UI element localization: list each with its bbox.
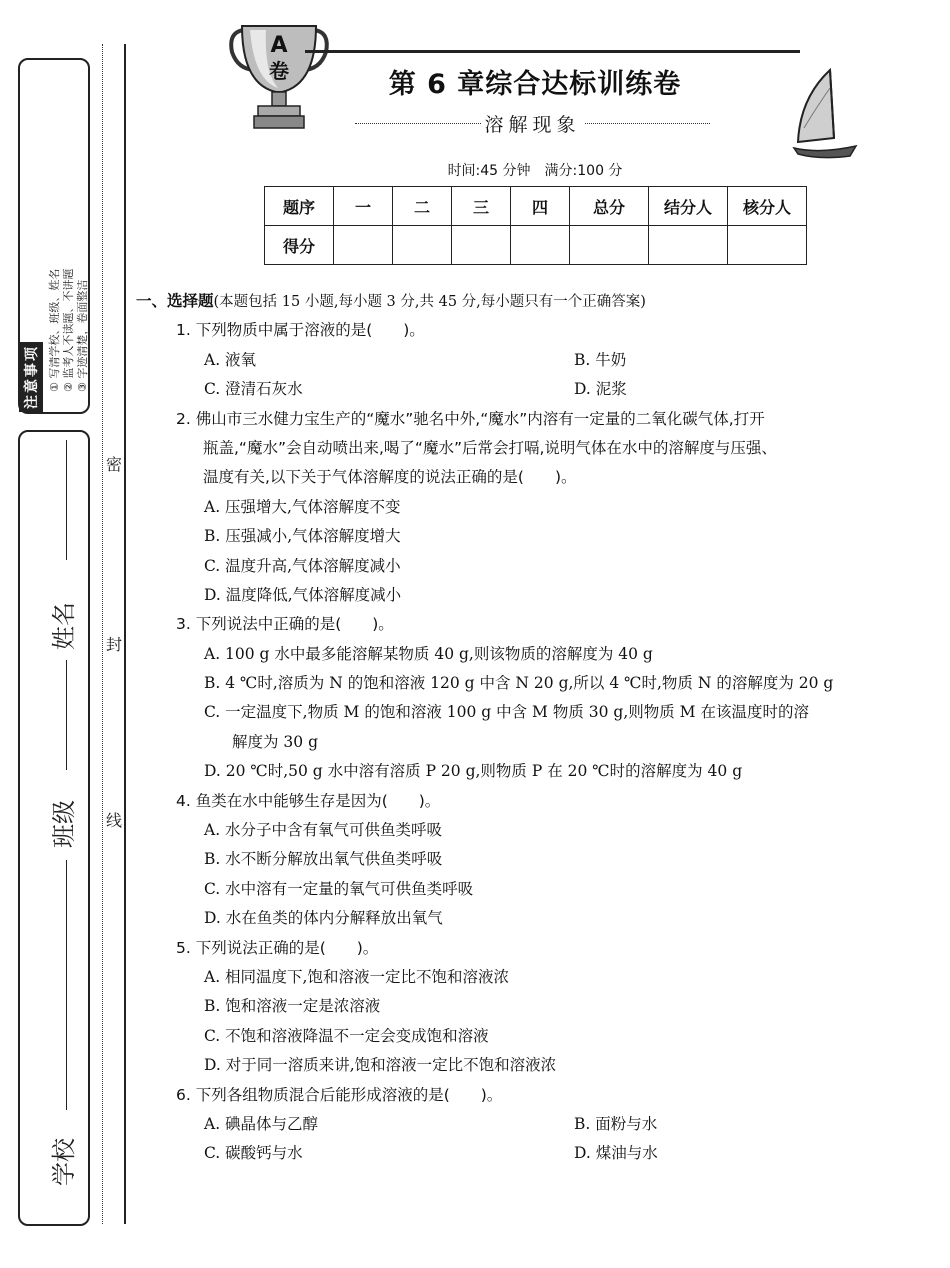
option-a[interactable]: A. 压强增大,气体溶解度不变 [204, 497, 401, 516]
header-rule [305, 50, 800, 53]
option-c[interactable]: C. 一定温度下,物质 M 的饱和溶液 100 g 中含 M 物质 30 g,则物质 M 在该温度时的溶 [204, 703, 809, 722]
score-cell[interactable] [393, 226, 452, 265]
score-header-row [265, 187, 807, 226]
school-label: 学校 [50, 1138, 78, 1186]
exam-content [136, 287, 936, 1169]
note-line-1: ① 写清学校、班级、姓名 [48, 268, 61, 392]
option-d[interactable]: D. 煤油与水 [574, 1144, 658, 1163]
option-b[interactable]: B. 牛奶 [574, 350, 627, 369]
option-c[interactable]: C. 碳酸钙与水 [204, 1144, 303, 1163]
option-b[interactable]: B. 面粉与水 [574, 1114, 658, 1133]
page-title: 第 6 章综合达标训练卷 [388, 69, 682, 100]
option-d[interactable]: D. 温度降低,气体溶解度减小 [204, 585, 402, 604]
question-6-stem: 6. 下列各组物质混合后能形成溶液的是( )。 [176, 1085, 503, 1104]
score-table [264, 186, 807, 265]
score-value-row [265, 226, 807, 265]
section-heading [136, 287, 936, 316]
cut-line [102, 44, 103, 1224]
option-a[interactable]: A. 相同温度下,饱和溶液一定比不饱和溶液浓 [204, 967, 509, 986]
score-row-label: 得分 [265, 226, 334, 265]
question-2-stem-line2: 瓶盖,“魔水”会自动喷出来,喝了“魔水”后常会打嗝,说明气体在水中的溶解度与压强、 [203, 438, 777, 457]
option-a[interactable]: A. 液氧 [204, 350, 257, 369]
option-d[interactable]: D. 水在鱼类的体内分解释放出氧气 [204, 909, 443, 928]
seal-char-mi: 密 [106, 455, 123, 474]
section-label: 一、选择题 [136, 292, 214, 310]
option-c[interactable]: C. 水中溶有一定量的氧气可供鱼类呼吸 [204, 879, 474, 898]
score-col-order: 题序 [265, 187, 334, 226]
question-6-options-row1 [136, 1110, 936, 1139]
question-5-stem: 5. 下列说法正确的是( )。 [176, 938, 379, 957]
score-col-2: 二 [393, 187, 452, 226]
option-a[interactable]: A. 碘晶体与乙醇 [204, 1114, 319, 1133]
question-2-stem-line3: 温度有关,以下关于气体溶解度的说法正确的是( )。 [203, 468, 577, 487]
score-cell[interactable] [511, 226, 570, 265]
question-4-stem: 4. 鱼类在水中能够生存是因为( )。 [176, 791, 441, 810]
score-col-4: 四 [511, 187, 570, 226]
question-3-stem: 3. 下列说法中正确的是( )。 [176, 615, 394, 634]
question-1-options-row2 [136, 375, 936, 404]
section-note: (本题包括 15 小题,每小题 3 分,共 45 分,每小题只有一个正确答案) [213, 294, 646, 310]
score-cell[interactable] [334, 226, 393, 265]
option-b[interactable]: B. 饱和溶液一定是浓溶液 [204, 997, 381, 1016]
option-b[interactable]: B. 压强减小,气体溶解度增大 [204, 527, 401, 546]
score-col-grader: 结分人 [649, 187, 728, 226]
option-c[interactable]: C. 不饱和溶液降温不一定会变成饱和溶液 [204, 1026, 489, 1045]
score-col-3: 三 [452, 187, 511, 226]
question-1-stem: 1. 下列物质中属于溶液的是( )。 [176, 321, 425, 340]
score-col-checker: 核分人 [728, 187, 807, 226]
option-d[interactable]: D. 对于同一溶质来讲,饱和溶液一定比不饱和溶液浓 [204, 1056, 557, 1075]
binding-line [124, 44, 126, 1224]
option-d[interactable]: D. 泥浆 [574, 380, 627, 399]
class-underline [66, 660, 67, 770]
sailboat-icon [790, 68, 860, 160]
note-line-2: ② 监考人不读题、不讲题 [62, 268, 75, 392]
option-d[interactable]: D. 20 ℃时,50 g 水中溶有溶质 P 20 g,则物质 P 在 20 ℃时的溶解度为 40 g [204, 762, 743, 781]
score-cell[interactable] [452, 226, 511, 265]
badge-word: 卷 [269, 59, 289, 83]
score-col-1: 一 [334, 187, 393, 226]
option-c-continued: 解度为 30 g [232, 732, 318, 751]
subtitle-dash-right [585, 123, 711, 124]
seal-char-feng: 封 [106, 635, 123, 654]
score-cell[interactable] [649, 226, 728, 265]
trophy-icon [226, 22, 332, 132]
option-b[interactable]: B. 4 ℃时,溶质为 N 的饱和溶液 120 g 中含 N 20 g,所以 4 ℃时,物质 N 的溶解度为 20 g [204, 674, 834, 693]
option-a[interactable]: A. 水分子中含有氧气可供鱼类呼吸 [204, 821, 443, 840]
class-label: 班级 [50, 800, 78, 848]
question-2-stem-line1: 2. 佛山市三水健力宝生产的“魔水”驰名中外,“魔水”内溶有一定量的二氧化碳气体,打开 [176, 409, 765, 428]
badge-letter: A [270, 33, 288, 58]
name-underline [66, 440, 67, 560]
time-score-info: 时间:45 分钟 满分:100 分 [447, 163, 623, 179]
page-subtitle: 溶解现象 [484, 113, 581, 136]
option-c[interactable]: C. 澄清石灰水 [204, 380, 303, 399]
subtitle-dash-left [355, 123, 481, 124]
subtitle-row [355, 108, 710, 138]
option-b[interactable]: B. 水不断分解放出氧气供鱼类呼吸 [204, 850, 443, 869]
option-c[interactable]: C. 温度升高,气体溶解度减小 [204, 556, 401, 575]
school-underline [66, 860, 67, 1110]
note-line-3: ③ 字迹清楚，卷面整洁 [76, 279, 89, 392]
score-col-total: 总分 [570, 187, 649, 226]
name-label: 姓名 [50, 602, 78, 650]
seal-char-xian: 线 [106, 811, 123, 830]
score-cell[interactable] [570, 226, 649, 265]
question-6-options-row2 [136, 1139, 936, 1168]
option-a[interactable]: A. 100 g 水中最多能溶解某物质 40 g,则该物质的溶解度为 40 g [204, 644, 653, 663]
notes-heading: 注意事项 [19, 342, 43, 412]
question-1-options-row1 [136, 346, 936, 375]
score-cell[interactable] [728, 226, 807, 265]
